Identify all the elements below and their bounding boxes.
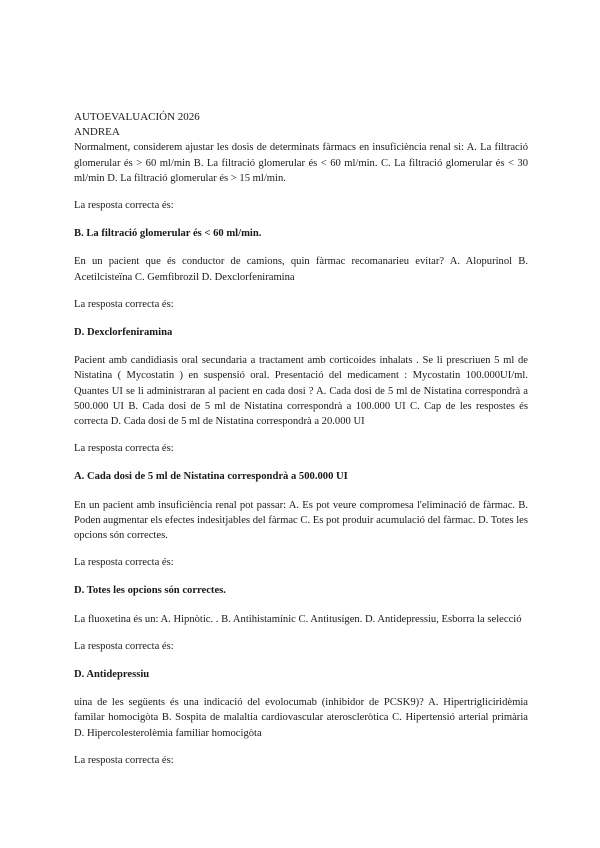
correct-answer: D. Dexclorfeniramina [74, 327, 173, 339]
question-text: En un pacient amb insuficiència renal pot passar: A. Es pot veure compromesa l'eliminació de fàrmac. B. Poden augmentar els efectes indesitjables del fàrmac C. Es pot produir acumulació del fàrmac. D. Totes les opcions són correctes. [74, 499, 528, 542]
correct-answer: A. Cada dosi de 5 ml de Nistatina correspondrà a 500.000 UI [74, 471, 348, 483]
question-text: La fluoxetina és un: A. Hipnòtic. . B. Antihistamínic C. Antitusígen. D. Antidepressiu, Esborra la selecció [74, 613, 522, 625]
answer-label: La resposta correcta és: [74, 557, 174, 569]
answer-label: La resposta correcta és: [74, 298, 174, 310]
question-text: Normalment, considerem ajustar les dosis de determinats fàrmacs en insuficiència renal si: A. La filtració glomerular és > 60 ml/min B. La filtració glomerular és < 60 ml/min. C. La filtració glomerular és < 30 ml/min D. La filtració glomerular és > 15 ml/min. [74, 142, 528, 184]
document-title: AUTOEVALUACIÓN 2026 [74, 111, 200, 123]
correct-answer: B. La filtració glomerular és < 60 ml/min. [74, 228, 262, 240]
document-header [74, 110, 528, 140]
question-text: uina de les següents és una indicació del evolocumab (inhibidor de PCSK9)? A. Hipertrigliciridèmia familar homocigòta B. Sospita de malaltia cardiovascular ateroscleròtica C. Hipertensió arterial primària D. Hipercolesterolèmia familiar homocigòta [74, 697, 528, 739]
answer-label: La resposta correcta és: [74, 640, 174, 652]
question-text: Pacient amb candidiasis oral secundaria a tractament amb corticoides inhalats . Se li prescriuen 5 ml de Nistatina ( Mycostatin ) en suspensió oral. Presentació del medicament : Mycostatin 100.000UI/ml. Quantes UI se li administraran al pacient en cada dosi ? A. Cada dosi de 5 ml de Nistatina correspondrà a 500.000 UI B. Cada dosi de 5 ml de Nistatina correspondrà a 100.000 UI C. Cap de les respostes és correcta D. Cada dosi de 5 ml de Nistatina correspondrà a 20.000 UI [74, 355, 528, 428]
correct-answer: D. Totes les opcions són correctes. [74, 585, 226, 597]
answer-label: La resposta correcta és: [74, 200, 174, 212]
correct-answer: D. Antidepressiu [74, 669, 150, 681]
answer-label: La resposta correcta és: [74, 754, 174, 766]
question-text: En un pacient que és conductor de camions, quin fàrmac recomanarieu evitar? A. Alopurinol B. Acetilcisteïna C. Gemfibrozil D. Dexclorfeniramina [74, 256, 528, 283]
document-page [74, 110, 528, 768]
answer-label: La resposta correcta és: [74, 443, 174, 455]
student-name: ANDREA [74, 126, 120, 139]
